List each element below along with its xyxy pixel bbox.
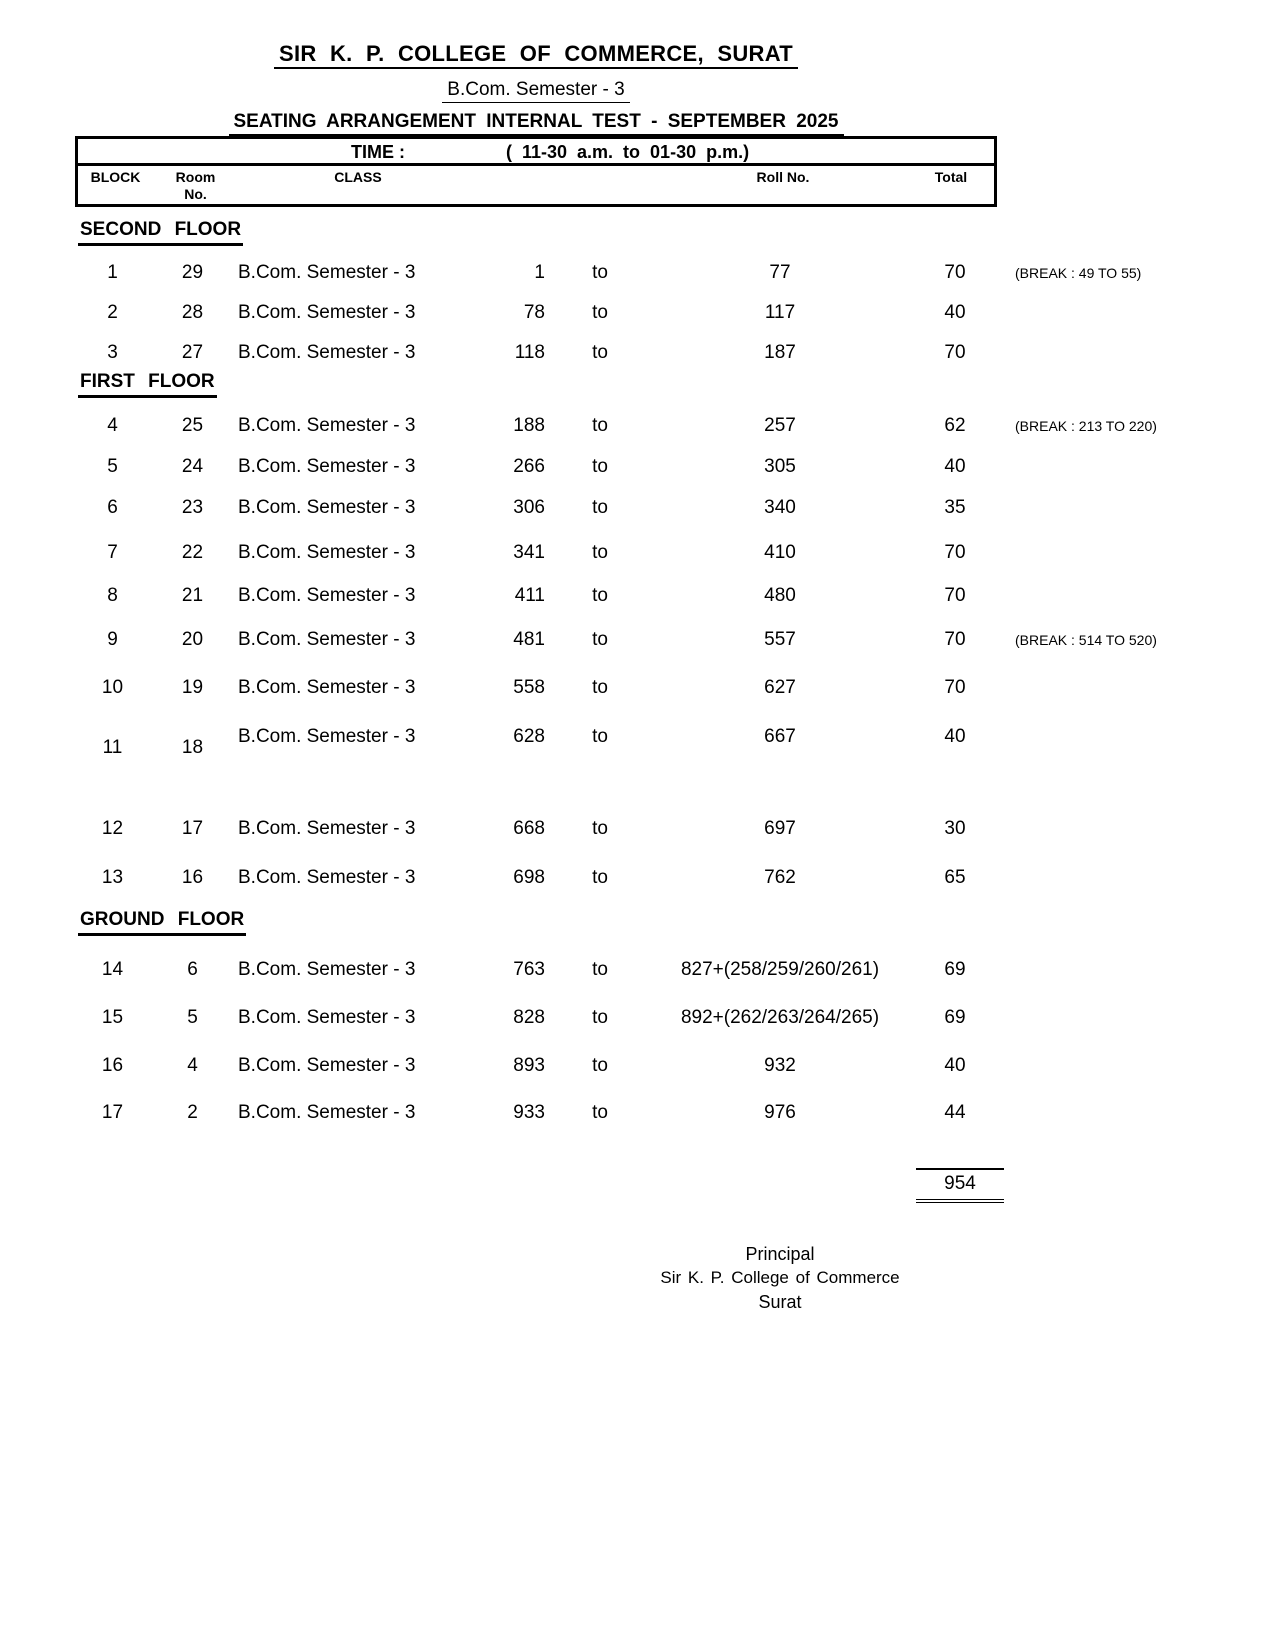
row-total: 70: [944, 262, 966, 283]
roll-end: 827+(258/259/260/261): [680, 959, 880, 980]
break-note: [1005, 726, 1185, 748]
roll-end: 697: [764, 818, 796, 839]
to-label: to: [592, 677, 608, 698]
roll-start: 118: [514, 342, 545, 363]
roll-start: 188: [513, 415, 545, 436]
class-name: B.Com. Semester - 3: [238, 262, 416, 283]
row-total: 30: [944, 818, 966, 839]
room-number: 29: [181, 262, 204, 283]
signatory-organization: Sir K. P. College of Commerce: [660, 1268, 900, 1287]
table-row: [75, 497, 1185, 519]
time-table-box: [75, 136, 997, 207]
to-label: to: [592, 302, 608, 323]
row-total: 40: [944, 456, 966, 477]
break-note: [1005, 542, 1185, 564]
to-label: to: [592, 726, 608, 747]
break-note: [1005, 677, 1185, 699]
row-total: 70: [944, 629, 966, 650]
room-number: 22: [181, 542, 204, 563]
table-row: [75, 542, 1185, 564]
block-number: 13: [101, 867, 124, 888]
row-total: 70: [944, 677, 966, 698]
class-name: B.Com. Semester - 3: [238, 959, 416, 980]
break-note: [1005, 818, 1185, 840]
table-row: [75, 867, 1185, 889]
row-total: 40: [944, 1055, 966, 1076]
class-name: B.Com. Semester - 3: [238, 542, 416, 563]
row-total: 70: [944, 542, 966, 563]
room-number: 4: [187, 1055, 198, 1076]
to-label: to: [592, 456, 608, 477]
roll-start: 763: [513, 959, 545, 980]
break-note: [1005, 867, 1185, 889]
column-header-room-line1: Room: [175, 169, 216, 185]
break-note: [1005, 497, 1185, 519]
roll-end: 187: [764, 342, 796, 363]
break-note: [1005, 342, 1185, 364]
roll-end: 305: [764, 456, 796, 477]
row-total: 69: [944, 1007, 966, 1028]
table-row: [75, 262, 1185, 284]
roll-start: 78: [523, 302, 545, 323]
roll-start: 411: [514, 585, 545, 606]
break-note: [1005, 1007, 1185, 1029]
block-number: 16: [101, 1055, 124, 1076]
class-name: B.Com. Semester - 3: [238, 677, 416, 698]
room-number: 28: [181, 302, 204, 323]
roll-start: 481: [513, 629, 545, 650]
table-row: [75, 1007, 1185, 1029]
to-label: to: [592, 342, 608, 363]
to-label: to: [592, 585, 608, 606]
class-name: B.Com. Semester - 3: [238, 585, 416, 606]
table-row: [75, 456, 1185, 478]
semester-subtitle: [75, 79, 997, 103]
column-header-room: [153, 169, 238, 203]
semester-subtitle-text: B.Com. Semester - 3: [442, 79, 629, 103]
table-row: [75, 302, 1185, 324]
room-number: 23: [181, 497, 204, 518]
to-label: to: [592, 867, 608, 888]
time-value: ( 11-30 a.m. to 01-30 p.m.): [506, 142, 750, 162]
row-total: 35: [944, 497, 966, 518]
column-header-block: BLOCK: [90, 169, 141, 185]
grand-total: [916, 1168, 1004, 1203]
to-label: to: [592, 818, 608, 839]
roll-end: 480: [764, 585, 796, 606]
room-number: 25: [181, 415, 204, 436]
table-row: [75, 959, 1185, 981]
roll-end: 77: [769, 262, 791, 283]
break-note: [1005, 456, 1185, 478]
to-label: to: [592, 542, 608, 563]
grand-total-value: 954: [944, 1173, 976, 1194]
block-number: 12: [101, 818, 124, 839]
roll-end: 892+(262/263/264/265): [680, 1007, 880, 1028]
class-name: B.Com. Semester - 3: [238, 867, 416, 888]
document-header: [75, 30, 997, 136]
table-row: [75, 818, 1185, 840]
section-heading-text: FIRST FLOOR: [78, 371, 217, 398]
signature-block: [560, 1242, 1000, 1315]
class-name: B.Com. Semester - 3: [238, 415, 416, 436]
section-heading-second-floor: [78, 219, 243, 246]
roll-end: 340: [764, 497, 796, 518]
section-heading-ground-floor: [78, 909, 246, 936]
roll-end: 557: [764, 629, 796, 650]
to-label: to: [592, 262, 608, 283]
block-number: 6: [107, 497, 118, 518]
room-number: 6: [187, 959, 198, 980]
roll-end: 410: [764, 542, 796, 563]
row-total: 40: [944, 302, 966, 323]
to-label: to: [592, 1055, 608, 1076]
to-label: to: [592, 629, 608, 650]
block-number: 7: [107, 542, 118, 563]
column-header-total: Total: [934, 169, 968, 185]
to-label: to: [592, 497, 608, 518]
room-number: 17: [181, 818, 204, 839]
room-number: 2: [187, 1102, 198, 1123]
break-note: (BREAK : 49 TO 55): [1015, 265, 1142, 281]
roll-start: 828: [513, 1007, 545, 1028]
column-header-room-line2: No.: [184, 186, 207, 202]
block-number: 17: [101, 1102, 124, 1123]
time-label: TIME :: [351, 142, 405, 162]
column-header-class: CLASS: [334, 169, 382, 185]
room-number: 19: [181, 677, 204, 698]
room-number: 5: [187, 1007, 198, 1028]
roll-start: 266: [513, 456, 545, 477]
table-row: [75, 726, 1185, 758]
time-row: [78, 139, 994, 166]
roll-start: 558: [513, 677, 545, 698]
signatory-title: Principal: [745, 1244, 815, 1264]
class-name: B.Com. Semester - 3: [238, 342, 416, 363]
class-name: B.Com. Semester - 3: [238, 1055, 416, 1076]
row-total: 69: [944, 959, 966, 980]
roll-end: 627: [764, 677, 796, 698]
room-number: 21: [181, 585, 204, 606]
roll-end: 667: [764, 726, 796, 747]
exam-heading: [75, 111, 997, 136]
roll-start: 306: [513, 497, 545, 518]
table-row: [75, 1055, 1185, 1077]
block-number: 10: [101, 677, 124, 698]
section-heading-first-floor: [78, 371, 217, 398]
to-label: to: [592, 415, 608, 436]
to-label: to: [592, 959, 608, 980]
section-heading-text: GROUND FLOOR: [78, 909, 246, 936]
roll-start: 933: [513, 1102, 545, 1123]
roll-end: 257: [764, 415, 796, 436]
row-total: 65: [944, 867, 966, 888]
room-number: 16: [181, 867, 204, 888]
row-total: 70: [944, 342, 966, 363]
row-total: 44: [944, 1102, 966, 1123]
table-row: [75, 585, 1185, 607]
section-heading-text: SECOND FLOOR: [78, 219, 243, 246]
break-note: [1005, 585, 1185, 607]
class-name: B.Com. Semester - 3: [238, 818, 416, 839]
break-note: [1005, 959, 1185, 981]
break-note: [1005, 302, 1185, 324]
block-number: 14: [101, 959, 124, 980]
roll-end: 117: [764, 302, 796, 323]
break-note: (BREAK : 514 TO 520): [1015, 632, 1157, 648]
to-label: to: [592, 1102, 608, 1123]
row-total: 40: [944, 726, 966, 747]
roll-start: 668: [513, 818, 545, 839]
column-header-row: [78, 166, 994, 204]
roll-start: 1: [534, 262, 545, 283]
class-name: B.Com. Semester - 3: [238, 1102, 416, 1123]
break-note: [1005, 1055, 1185, 1077]
table-row: [75, 677, 1185, 699]
row-total: 70: [944, 585, 966, 606]
college-title-text: SIR K. P. COLLEGE OF COMMERCE, SURAT: [274, 42, 798, 69]
block-number: 15: [101, 1007, 124, 1028]
roll-end: 932: [764, 1055, 796, 1076]
roll-start: 893: [513, 1055, 545, 1076]
room-number: 20: [181, 629, 204, 650]
table-row: [75, 1102, 1185, 1124]
class-name: B.Com. Semester - 3: [238, 726, 416, 747]
exam-heading-text: SEATING ARRANGEMENT INTERNAL TEST - SEPTEMBER 2025: [229, 111, 844, 136]
class-name: B.Com. Semester - 3: [238, 497, 416, 518]
class-name: B.Com. Semester - 3: [238, 629, 416, 650]
to-label: to: [592, 1007, 608, 1028]
row-total: 62: [944, 415, 966, 436]
block-number: 1: [107, 262, 118, 283]
block-number: 8: [107, 585, 118, 606]
roll-start: 698: [513, 867, 545, 888]
break-note: [1005, 1102, 1185, 1124]
roll-start: 341: [513, 542, 545, 563]
class-name: B.Com. Semester - 3: [238, 456, 416, 477]
block-number: 9: [107, 629, 118, 650]
room-number: 27: [181, 342, 204, 363]
block-number: 2: [107, 302, 118, 323]
class-name: B.Com. Semester - 3: [238, 302, 416, 323]
table-row: [75, 415, 1185, 437]
column-header-roll: Roll No.: [756, 169, 810, 185]
room-number: 24: [181, 456, 204, 477]
table-row: [75, 629, 1185, 651]
table-row: [75, 342, 1185, 364]
block-number: 11: [102, 737, 123, 758]
block-number: 5: [107, 456, 118, 477]
break-note: (BREAK : 213 TO 220): [1015, 418, 1157, 434]
roll-start: 628: [513, 726, 545, 747]
block-number: 4: [107, 415, 118, 436]
class-name: B.Com. Semester - 3: [238, 1007, 416, 1028]
college-title: [75, 42, 997, 69]
roll-end: 762: [764, 867, 796, 888]
block-number: 3: [107, 342, 118, 363]
room-number: 18: [181, 737, 204, 758]
signatory-city: Surat: [758, 1292, 802, 1312]
roll-end: 976: [764, 1102, 796, 1123]
